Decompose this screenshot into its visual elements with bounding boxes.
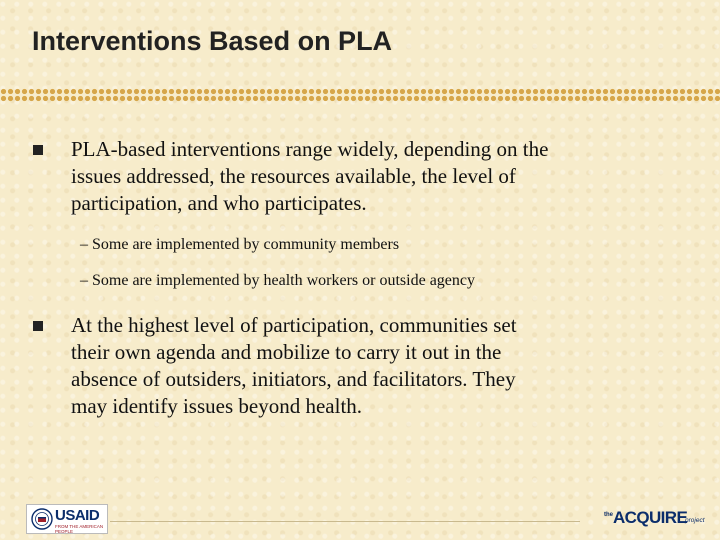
acquire-logo-project: project bbox=[685, 517, 705, 524]
bullet-1-line-2: issues addressed, the resources available, the level of bbox=[71, 164, 516, 188]
usaid-seal-icon bbox=[31, 508, 53, 530]
usaid-logo-text: USAID bbox=[55, 507, 100, 524]
bullet-2-line-2: their own agenda and mobilize to carry it out in the bbox=[71, 340, 502, 364]
bullet-1-line-1: PLA-based interventions range widely, depending on the bbox=[71, 137, 549, 161]
subbullet-2: – Some are implemented by health workers or outside agency bbox=[80, 272, 475, 289]
bullet-marker-2 bbox=[33, 321, 43, 331]
usaid-tagline: FROM THE AMERICAN PEOPLE bbox=[55, 524, 104, 534]
bullet-2-line-3: absence of outsiders, initiators, and facilitators. They bbox=[71, 367, 516, 391]
slide-title: Interventions Based on PLA bbox=[32, 26, 393, 56]
acquire-logo bbox=[604, 508, 705, 530]
bullet-1-line-3: participation, and who participates. bbox=[71, 191, 367, 215]
bullet-2-line-1: At the highest level of participation, communities set bbox=[71, 313, 517, 337]
footer-rule bbox=[110, 521, 580, 522]
bullet-marker-1 bbox=[33, 145, 43, 155]
bullet-2-line-4: may identify issues beyond health. bbox=[71, 394, 363, 418]
subbullet-1: – Some are implemented by community members bbox=[80, 236, 400, 253]
dotted-divider bbox=[0, 88, 720, 102]
usaid-logo bbox=[26, 504, 108, 534]
acquire-logo-main: ACQUIRE bbox=[613, 508, 688, 527]
acquire-logo-the: the bbox=[604, 512, 613, 518]
